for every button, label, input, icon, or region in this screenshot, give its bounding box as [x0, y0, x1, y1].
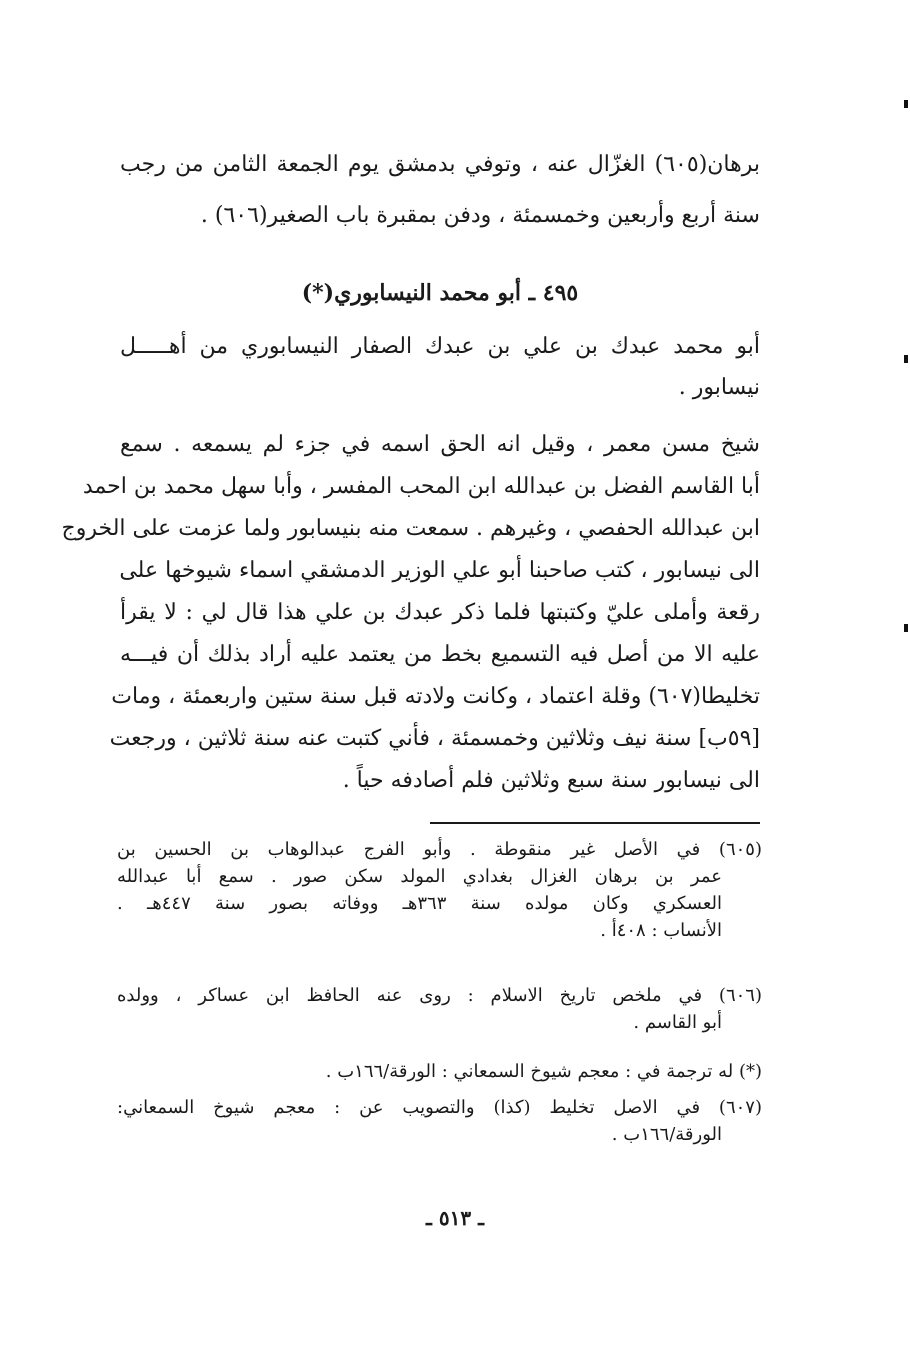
- margin-mark: [904, 624, 908, 632]
- footnote-line: الورقة/١٦٦ب .: [611, 1124, 722, 1145]
- footnote-star: [117, 1058, 762, 1085]
- footnote-line: الأنساب : ٤٠٨أ .: [600, 920, 722, 941]
- footnote-607: [117, 1094, 762, 1148]
- margin-mark: [904, 355, 908, 363]
- intro-line: سنة أربع وأربعين وخمسمئة ، ودفن بمقبرة باب الصغير(٦٠٦) .: [200, 203, 760, 228]
- entry-name-line: نيسابور .: [678, 375, 760, 400]
- entry-body-line: الى نيسابور سنة سبع وثلاثين فلم أصادفه حياً .: [342, 768, 760, 793]
- footnote-line: (٦٠٧) في الاصل تخليط (كذا) والتصويب عن : معجم شيوخ السمعاني:: [117, 1097, 762, 1118]
- footnote-line: أبو القاسم .: [633, 1012, 722, 1033]
- entry-body-line: أبا القاسم الفضل بن عبدالله ابن المحب المفسر ، وأبا سهل محمد بن احمد: [82, 474, 760, 499]
- footnote-separator: [430, 822, 760, 824]
- footnote-line: عمر بن برهان الغزال بغدادي المولد سكن صور . سمع أبا عبدالله: [117, 866, 722, 887]
- entry-body-line: عليه الا من أصل فيه التسميع بخط من يعتمد عليه أراد بذلك أن فيـــه: [120, 642, 760, 667]
- footnote-606: [117, 982, 762, 1036]
- footnote-line: (٦٠٦) في ملخص تاريخ الاسلام : روى عنه الحافظ ابن عساكر ، وولده: [117, 985, 762, 1006]
- footnote-line: العسكري وكان مولده سنة ٣٦٣هـ ووفاته بصور سنة ٤٤٧هـ .: [117, 893, 722, 914]
- entry-heading: ٤٩٥ ـ أبو محمد النيسابوري(*): [301, 280, 579, 306]
- footnote-line: (٦٠٥) في الأصل غير منقوطة . وأبو الفرج عبدالوهاب بن الحسين بن: [117, 839, 762, 860]
- page-number: ـ ٥١٣ ـ: [426, 1206, 484, 1230]
- entry-body-line: [٥٩ب] سنة نيف وثلاثين وخمسمئة ، فأني كتبت عنه سنة ثلاثين ، ورجعت: [109, 726, 760, 751]
- entry-body-line: تخليطا(٦٠٧) وقلة اعتماد ، وكانت ولادته قبل سنة ستين واربعمئة ، ومات: [111, 684, 760, 709]
- entry-name-line: أبو محمد عبدك بن علي بن عبدك الصفار النيسابوري من أهـــــل: [120, 334, 760, 359]
- entry-body-line: الى نيسابور ، كتب صاحبنا أبو علي الوزير الدمشقي اسماء شيوخها على: [119, 558, 760, 583]
- entry-body-line: شيخ مسن معمر ، وقيل انه الحق اسمه في جزء لم يسمعه . سمع: [120, 432, 760, 457]
- entry-body-line: ابن عبدالله الحفصي ، وغيرهم . سمعت منه بنيسابور ولما عزمت على الخروج: [61, 516, 760, 541]
- footnote-line: (*) له ترجمة في : معجم شيوخ السمعاني : الورقة/١٦٦ب .: [325, 1061, 762, 1082]
- intro-line: برهان(٦٠٥) الغزّال عنه ، وتوفي بدمشق يوم الجمعة الثامن من رجب: [120, 152, 760, 177]
- margin-mark: [904, 100, 908, 108]
- footnote-605: [117, 836, 762, 944]
- entry-body-line: رقعة وأملى عليّ وكتبتها فلما ذكر عبدك بن علي هذا قال لي : لا يقرأ: [120, 600, 760, 625]
